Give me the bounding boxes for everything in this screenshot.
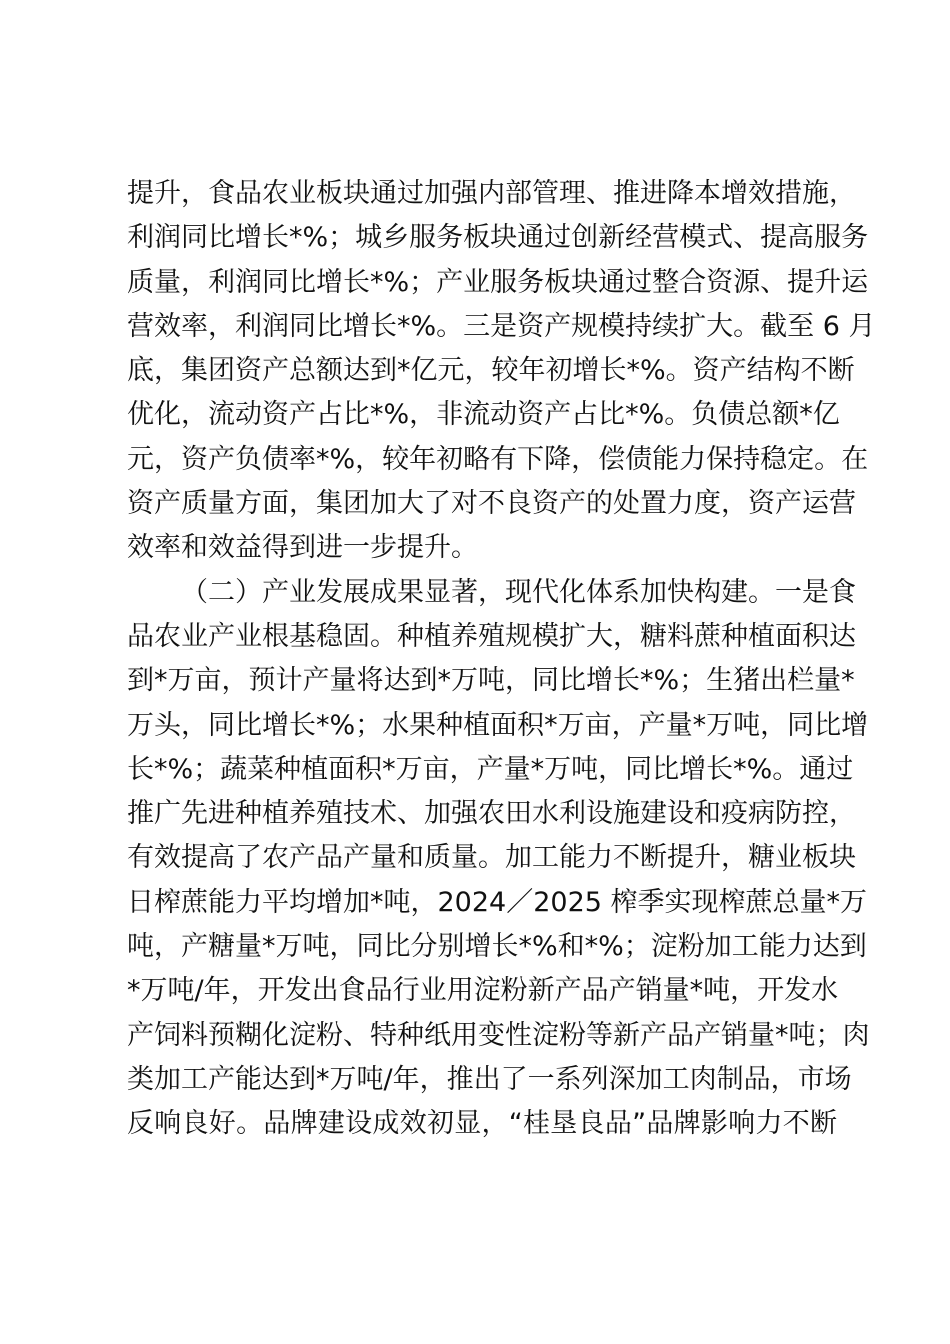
text-line: 优化，流动资产占比*%，非流动资产占比*%。负债总额*亿: [127, 399, 840, 431]
text-line: 类加工产能达到*万吨/年，推出了一系列深加工肉制品，市场: [127, 1063, 852, 1095]
text-line: 提升，食品农业板块通过加强内部管理、推进降本增效措施，: [127, 178, 856, 209]
text-line: 日榨蔗能力平均增加*吨，2024／2025 榨季实现榨蔗总量*万: [127, 886, 868, 918]
text-line: 吨，产糖量*万吨，同比分别增长*%和*%；淀粉加工能力达到: [127, 931, 867, 963]
text-line: 反响良好。品牌建设成效初显，“桂垦良品”品牌影响力不断: [127, 1108, 837, 1140]
text-line: 品农业产业根基稳固。种植养殖规模扩大，糖料蔗种植面积达: [127, 620, 856, 652]
text-line: 质量，利润同比增长*%；产业服务板块通过整合资源、提升运: [127, 266, 869, 298]
text-line: *万吨/年，开发出食品行业用淀粉新产品产销量*吨，开发水: [127, 975, 839, 1007]
text-line: 底，集团资产总额达到*亿元，较年初增长*%。资产结构不断: [127, 355, 855, 387]
text-line: 元，资产负债率*%，较年初略有下降，偿债能力保持稳定。在: [127, 443, 869, 475]
text-line: 资产质量方面，集团加大了对不良资产的处置力度，资产运营: [127, 488, 856, 520]
text-line: 营效率，利润同比增长*%。三是资产规模持续扩大。截至 6 月: [127, 310, 876, 342]
text-line: 万头，同比增长*%；水果种植面积*万亩，产量*万吨，同比增: [127, 709, 869, 741]
body-text: [127, 172, 876, 1147]
text-line: 利润同比增长*%；城乡服务板块通过创新经营模式、提高服务: [127, 222, 869, 254]
text-line: 有效提高了农产品产量和质量。加工能力不断提升，糖业板块: [127, 842, 856, 874]
text-line: 到*万亩，预计产量将达到*万吨，同比增长*%；生猪出栏量*: [127, 665, 855, 697]
text-line: 长*%；蔬菜种植面积*万亩，产量*万吨，同比增长*%。通过: [127, 753, 854, 785]
text-line: 推广先进种植养殖技术、加强农田水利设施建设和疫病防控，: [127, 798, 856, 830]
paragraph-start-line: （二）产业发展成果显著，现代化体系加快构建。一是食: [181, 576, 856, 608]
text-line: 产饲料预糊化淀粉、特种纸用变性淀粉等新产品产销量*吨；肉: [127, 1019, 870, 1051]
paragraph-end-line: 效率和效益得到进一步提升。: [127, 532, 478, 564]
